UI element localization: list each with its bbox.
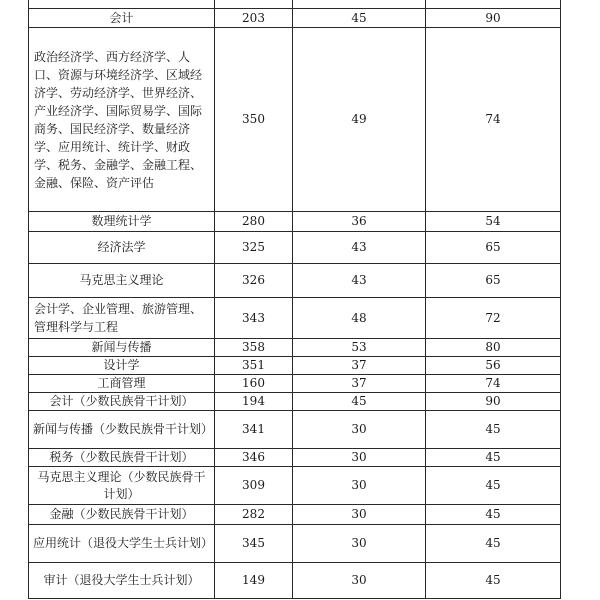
table-row [29,505,561,525]
multi-subject-cell: 54 [426,212,561,232]
single-subject-cell: 53 [293,339,426,357]
major-cell: 数理统计学 [29,212,215,232]
multi-subject-cell: 74 [426,28,561,212]
multi-subject-cell: 90 [426,9,561,28]
single-subject-cell: 43 [293,264,426,298]
table-row [29,0,561,9]
total-score-cell: 346 [215,449,293,467]
total-score-cell: 325 [215,232,293,264]
score-table [28,0,561,599]
major-cell: 经济法学 [29,232,215,264]
major-cell: 会计（少数民族骨干计划） [29,393,215,411]
total-score-cell [215,0,293,9]
total-score-cell: 358 [215,339,293,357]
table-row [29,28,561,212]
multi-subject-cell: 80 [426,339,561,357]
major-cell: 新闻与传播（少数民族骨干计划） [29,411,215,449]
single-subject-cell: 30 [293,525,426,563]
major-cell: 马克思主义理论 [29,264,215,298]
single-subject-cell: 37 [293,357,426,375]
total-score-cell: 194 [215,393,293,411]
major-cell: 新闻与传播 [29,339,215,357]
multi-subject-cell: 72 [426,298,561,339]
total-score-cell: 350 [215,28,293,212]
table-row [29,375,561,393]
multi-subject-cell: 45 [426,525,561,563]
major-cell: 工商管理 [29,375,215,393]
single-subject-cell: 49 [293,28,426,212]
multi-subject-cell: 90 [426,393,561,411]
major-cell: 会计学、企业管理、旅游管理、管理科学与工程 [29,298,215,339]
single-subject-cell: 36 [293,212,426,232]
single-subject-cell: 30 [293,467,426,505]
major-cell [29,0,215,9]
table-row [29,339,561,357]
table-row [29,525,561,563]
total-score-cell: 149 [215,563,293,599]
table-row [29,9,561,28]
single-subject-cell: 30 [293,563,426,599]
multi-subject-cell: 45 [426,411,561,449]
table-row [29,467,561,505]
table-row [29,264,561,298]
total-score-cell: 351 [215,357,293,375]
single-subject-cell: 43 [293,232,426,264]
single-subject-cell: 30 [293,411,426,449]
multi-subject-cell: 45 [426,505,561,525]
multi-subject-cell: 45 [426,449,561,467]
total-score-cell: 160 [215,375,293,393]
single-subject-cell [293,0,426,9]
table-row [29,232,561,264]
single-subject-cell: 30 [293,505,426,525]
table-row [29,449,561,467]
single-subject-cell: 37 [293,375,426,393]
table-row [29,212,561,232]
single-subject-cell: 45 [293,9,426,28]
total-score-cell: 341 [215,411,293,449]
table-row [29,298,561,339]
major-cell: 政治经济学、西方经济学、人口、资源与环境经济学、区域经济学、劳动经济学、世界经济、产业经济学、国际贸易学、国际商务、国民经济学、数量经济学、应用统计、统计学、财政学、税务、金融学、金融工程、金融、保险、资产评估 [29,28,215,212]
multi-subject-cell [426,0,561,9]
total-score-cell: 280 [215,212,293,232]
single-subject-cell: 48 [293,298,426,339]
multi-subject-cell: 65 [426,264,561,298]
total-score-cell: 309 [215,467,293,505]
major-cell: 应用统计（退役大学生士兵计划） [29,525,215,563]
total-score-cell: 203 [215,9,293,28]
major-cell: 税务（少数民族骨干计划） [29,449,215,467]
major-cell: 审计（退役大学生士兵计划） [29,563,215,599]
total-score-cell: 343 [215,298,293,339]
multi-subject-cell: 74 [426,375,561,393]
total-score-cell: 282 [215,505,293,525]
multi-subject-cell: 56 [426,357,561,375]
major-cell: 会计 [29,9,215,28]
total-score-cell: 326 [215,264,293,298]
single-subject-cell: 30 [293,449,426,467]
table-row [29,563,561,599]
table-row [29,393,561,411]
multi-subject-cell: 65 [426,232,561,264]
multi-subject-cell: 45 [426,563,561,599]
major-cell: 设计学 [29,357,215,375]
multi-subject-cell: 45 [426,467,561,505]
total-score-cell: 345 [215,525,293,563]
table-row [29,357,561,375]
major-cell: 金融（少数民族骨干计划） [29,505,215,525]
major-cell: 马克思主义理论（少数民族骨干计划） [29,467,215,505]
table-row [29,411,561,449]
single-subject-cell: 45 [293,393,426,411]
